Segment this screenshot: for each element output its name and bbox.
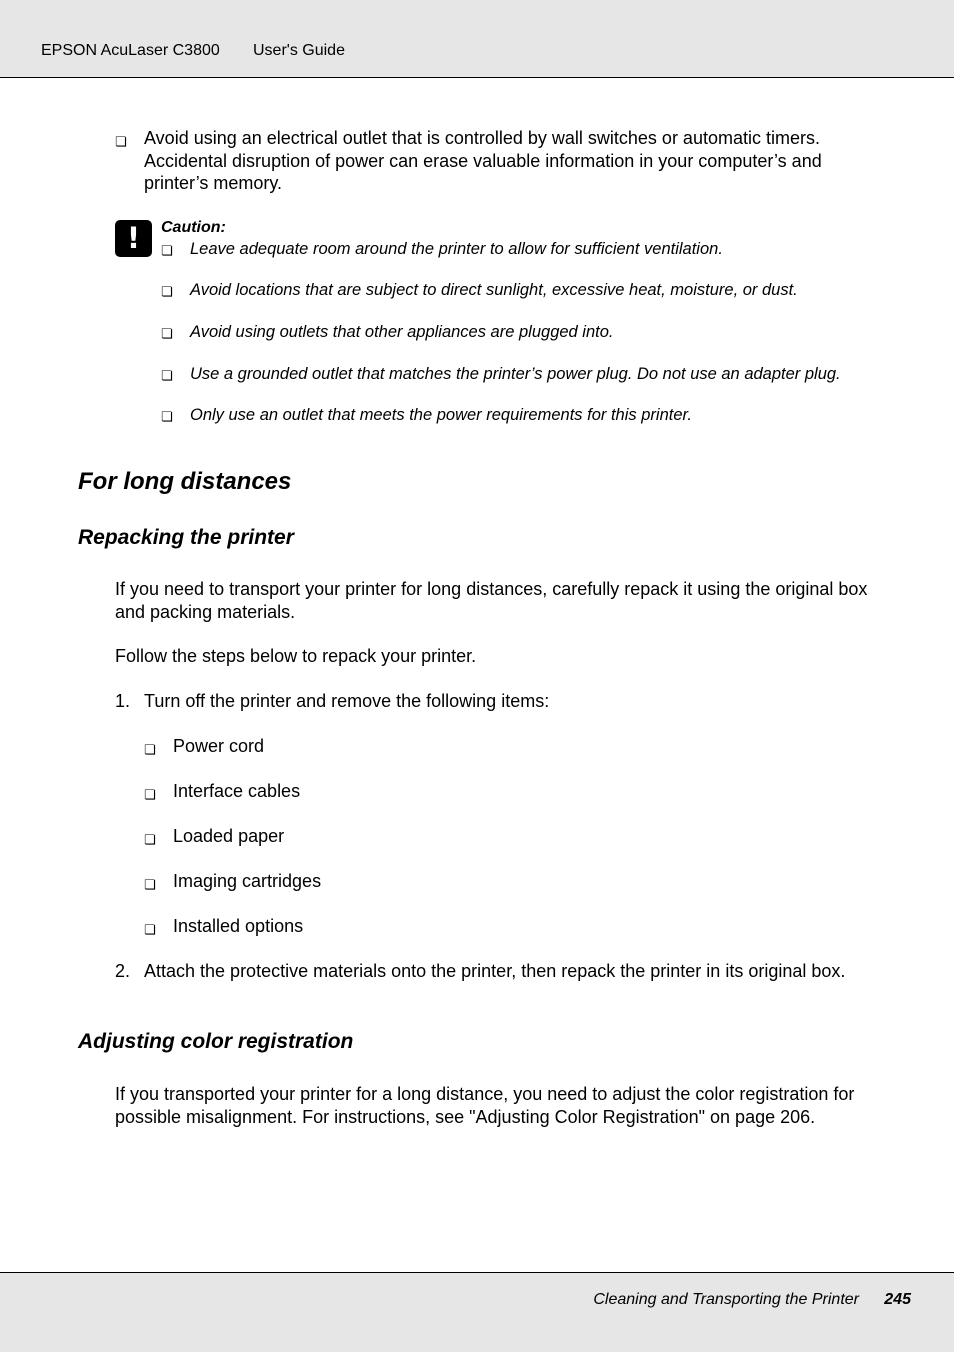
- caution-title: Caution:: [161, 219, 226, 236]
- step-number: 1.: [115, 691, 131, 711]
- checkbox-bullet-icon: ❏: [144, 832, 156, 847]
- subsection-title-adjusting: Adjusting color registration: [78, 1030, 354, 1053]
- page-header: [0, 0, 954, 78]
- checkbox-bullet-icon: ❏: [161, 409, 173, 424]
- checkbox-bullet-icon: ❏: [161, 284, 173, 299]
- repacking-steps-intro: Follow the steps below to repack your printer.: [115, 646, 477, 666]
- adjusting-paragraph: If you transported your printer for a long distance, you need to adjust the color registration for possible misalignment. For instructions, see "Adjusting Color Registration" on page 206.: [115, 1084, 855, 1127]
- checkbox-bullet-icon: ❏: [115, 134, 127, 149]
- header-product: EPSON AcuLaser C3800: [41, 42, 220, 59]
- step-text: Turn off the printer and remove the following items:: [144, 691, 550, 711]
- checkbox-bullet-icon: ❏: [144, 877, 156, 892]
- checkbox-bullet-icon: ❏: [144, 922, 156, 937]
- header-guide: User's Guide: [253, 42, 345, 59]
- step-number: 2.: [115, 961, 131, 981]
- caution-icon: !: [115, 220, 152, 257]
- subsection-title-repacking: Repacking the printer: [78, 526, 294, 549]
- step-text: Attach the protective materials onto the printer, then repack the printer in its original box.: [144, 961, 846, 981]
- intro-text: Avoid using an electrical outlet that is controlled by wall switches or automatic timers. Accidental disruption of power can erase valuable information in your computer’s and printer’s memory.: [144, 128, 822, 193]
- checkbox-bullet-icon: ❏: [161, 243, 173, 258]
- section-title: For long distances: [78, 468, 292, 495]
- repacking-paragraph: If you need to transport your printer for long distances, carefully repack it using the original box and packing materials.: [115, 579, 868, 622]
- checkbox-bullet-icon: ❏: [144, 742, 156, 757]
- page-number: 245: [884, 1291, 911, 1308]
- page-footer: [0, 1272, 954, 1352]
- intro-bullet-item: [115, 127, 875, 195]
- checkbox-bullet-icon: ❏: [161, 326, 173, 341]
- checkbox-bullet-icon: ❏: [161, 368, 173, 383]
- footer-section-title: Cleaning and Transporting the Printer: [593, 1291, 859, 1308]
- checkbox-bullet-icon: ❏: [144, 787, 156, 802]
